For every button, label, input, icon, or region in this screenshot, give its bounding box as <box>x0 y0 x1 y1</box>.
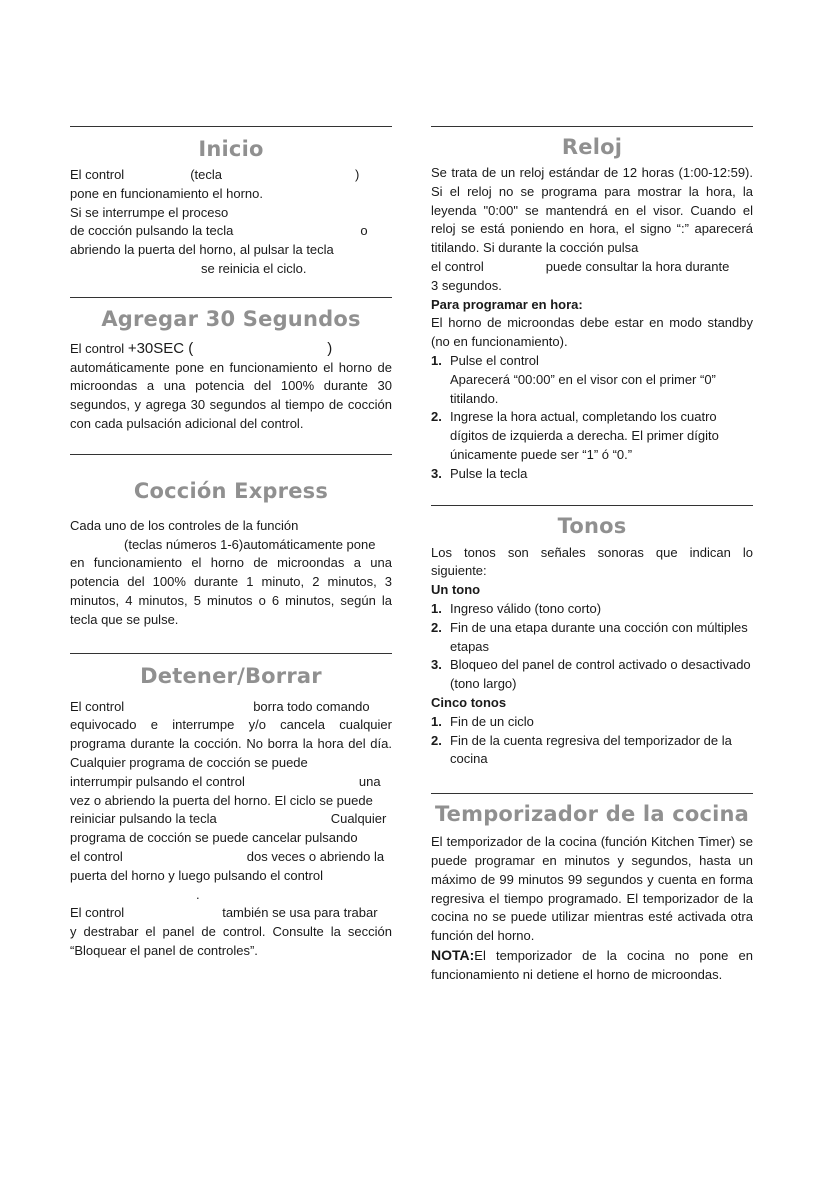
note-label: NOTA: <box>431 946 475 963</box>
section-title-temporizador: Temporizador de la cocina <box>434 802 750 827</box>
detener-text-5b: una <box>358 773 381 789</box>
list-item <box>431 656 753 694</box>
list-item <box>431 352 753 371</box>
tonos-sub-2: Cinco tonos <box>431 694 507 710</box>
detener-line-10: puerta del horno y luego pulsando el control <box>70 867 323 883</box>
list-number: 3. <box>431 657 442 673</box>
list-text: Pulse el control <box>450 352 539 368</box>
list-number: 1. <box>431 600 442 616</box>
list-item <box>431 465 753 484</box>
section-inicio <box>70 126 392 279</box>
detener-body-2: y destrabar el panel de control. Consulte la sección “Bloquear el panel de controles”. <box>70 924 392 958</box>
list-item <box>431 619 753 657</box>
list-item <box>431 371 753 409</box>
reloj-line-7: 3 segundos. <box>431 277 502 293</box>
detener-text-1b: borra todo comando <box>253 698 370 714</box>
list-item <box>431 408 753 464</box>
detener-body-1: equivocado e interrumpe y/o cancela cualquier programa durante la cocción. No borra la hora del día. Cualquier programa de cocción se puede <box>70 717 392 770</box>
list-text: Ingreso válido (tono corto) <box>450 600 602 616</box>
detener-line-12 <box>70 904 392 923</box>
section-agregar <box>70 297 392 434</box>
inicio-line-3: Si se interrumpe el proceso <box>70 204 229 220</box>
inicio-text-1a: El control <box>70 167 125 182</box>
section-tonos <box>431 505 753 770</box>
tonos-intro: Los tonos son señales sonoras que indican lo siguiente: <box>431 544 753 579</box>
detener-text-5a: interrumpir pulsando el control <box>70 773 245 789</box>
section-title-inicio: Inicio <box>198 137 264 161</box>
inicio-line-1 <box>70 166 392 185</box>
list-text: Bloqueo del panel de control activado o desactivado (tono largo) <box>450 657 751 692</box>
right-column <box>431 126 753 984</box>
reloj-intro: El horno de microondas debe estar en modo standby (no en funcionamiento). <box>431 315 753 350</box>
tonos-sub-1: Un tono <box>431 582 481 598</box>
section-title-tonos: Tonos <box>557 513 627 538</box>
detener-line-8: programa de cocción se puede cancelar pulsando <box>70 830 358 846</box>
inicio-text-6: se reinicia el ciclo. <box>201 260 307 276</box>
detener-text-12b: también se usa para trabar <box>222 905 378 921</box>
list-text: Aparecerá “00:00” en el visor con el primer “0” titilando. <box>450 371 716 406</box>
reloj-steps <box>431 352 753 484</box>
list-number: 2. <box>431 619 442 635</box>
express-line-2 <box>70 536 392 555</box>
temporizador-body: El temporizador de la cocina (función Kitchen Timer) se puede programar en minutos y segundos, hasta un máximo de 99 minutos 99 segundos y cuenta en forma regresiva el tiempo programado. El temporizador de la cocina no se puede utilizar mientras esté activada otra función del horno. <box>431 834 753 944</box>
section-temporizador <box>431 793 753 984</box>
section-title-agregar: Agregar 30 Segundos <box>101 306 361 331</box>
express-text-2b: automáticamente pone <box>243 536 376 552</box>
detener-text-9b: dos veces o abriendo la <box>246 848 385 864</box>
detener-line-9 <box>70 848 392 867</box>
tonos-list-2 <box>431 713 753 769</box>
list-text: Pulse la tecla <box>450 465 528 481</box>
list-number: 1. <box>431 352 442 368</box>
agregar-text-1b: +30SEC ( <box>127 339 194 357</box>
detener-line-11 <box>70 886 392 905</box>
inicio-line-2: pone en funcionamiento el horno. <box>70 185 263 201</box>
inicio-line-4 <box>70 222 392 241</box>
agregar-line-1 <box>70 340 392 359</box>
list-item <box>431 732 753 770</box>
inicio-text-1c: ) <box>355 167 360 182</box>
list-number: 1. <box>431 713 442 729</box>
reloj-text-6b: puede consultar la hora durante <box>545 258 730 274</box>
list-number: 2. <box>431 409 442 425</box>
agregar-text-1c: ) <box>327 339 333 357</box>
tonos-list-1 <box>431 600 753 694</box>
express-text-2a: (teclas números 1-6) <box>124 536 244 552</box>
inicio-line-6 <box>70 260 392 279</box>
left-column <box>70 126 392 961</box>
list-text: Ingrese la hora actual, completando los cuatro dígitos de izquierda a derecha. El primer dígito únicamente puede ser “1” ó “0.” <box>450 409 719 462</box>
list-number: 3. <box>431 465 442 481</box>
detener-text-7b: Cualquier <box>330 811 387 827</box>
list-item <box>431 713 753 732</box>
list-text: Fin de un ciclo <box>450 713 534 729</box>
inicio-line-5: abriendo la puerta del horno, al pulsar la tecla <box>70 242 334 258</box>
list-text: Fin de una etapa durante una cocción con múltiples etapas <box>450 619 748 654</box>
list-item <box>431 600 753 619</box>
section-reloj <box>431 126 753 484</box>
detener-line-6: vez o abriendo la puerta del horno. El ciclo se puede <box>70 792 373 808</box>
section-title-express: Cocción Express <box>133 478 329 503</box>
section-title-reloj: Reloj <box>561 135 623 159</box>
detener-text-12a: El control <box>70 905 125 921</box>
section-title-detener: Detener/Borrar <box>140 663 322 688</box>
list-number: 2. <box>431 732 442 748</box>
section-express <box>70 454 392 630</box>
inicio-text-1b: (tecla <box>190 167 222 182</box>
note-text: El temporizador de la cocina no pone en funcionamiento ni detiene el horno de microondas. <box>431 947 753 982</box>
temporizador-note <box>431 946 753 985</box>
detener-line-5 <box>70 773 392 792</box>
express-line-1: Cada uno de los controles de la función <box>70 517 299 533</box>
detener-text-1a: El control <box>70 698 125 714</box>
detener-text-11: . <box>196 886 200 902</box>
express-body: en funcionamiento el horno de microondas a una potencia del 100% durante 1 minuto, 2 minutos, 3 minutos, 4 minutos, 5 minutos o 6 minutos, según la tecla que se pulse. <box>70 555 392 627</box>
reloj-line-6 <box>431 258 753 277</box>
reloj-body-1: Se trata de un reloj estándar de 12 horas (1:00-12:59). Si el reloj no se programa para mostrar la hora, la leyenda "0:00" se mantendrá en el visor. Cuando el reloj se está poniendo en hora, el signo “:” aparecerá titilando. Si durante la cocción pulsa <box>431 165 753 256</box>
detener-line-7 <box>70 810 392 829</box>
section-detener <box>70 653 392 961</box>
agregar-body: automáticamente pone en funcionamiento el horno de microondas a una potencia del 100% durante 30 segundos, y agrega 30 segundos al tiempo de cocción con cada pulsación adicional del control. <box>70 359 392 431</box>
detener-line-1 <box>70 698 392 717</box>
agregar-text-1a: El control <box>70 340 125 356</box>
list-text: Fin de la cuenta regresiva del temporizador de la cocina <box>450 732 732 767</box>
reloj-text-6a: el control <box>431 258 484 274</box>
inicio-text-4b: o <box>360 223 368 239</box>
inicio-text-4a: de cocción pulsando la tecla <box>70 223 234 239</box>
detener-text-9a: el control <box>70 848 123 864</box>
reloj-subhead: Para programar en hora: <box>431 296 583 312</box>
detener-text-7a: reiniciar pulsando la tecla <box>70 811 217 827</box>
